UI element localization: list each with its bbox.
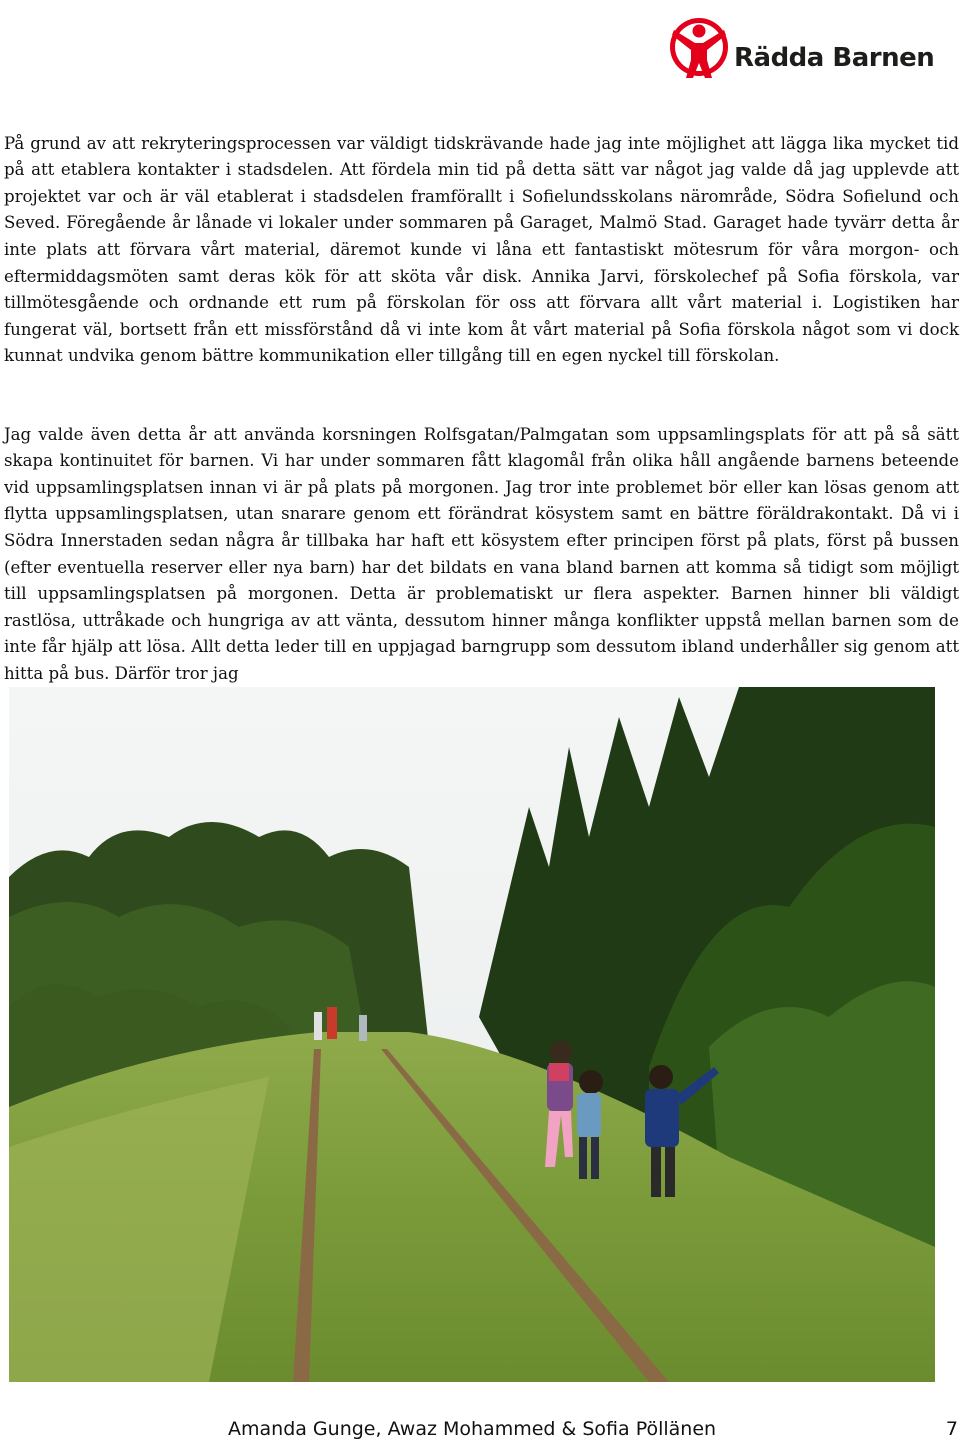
- child-figure-logo-icon: [668, 14, 730, 80]
- logo-wordmark: Rädda Barnen: [734, 43, 935, 73]
- photo-children-on-railway-track: [9, 687, 935, 1382]
- body-paragraph-1: På grund av att rekryteringsprocessen var väldigt tidskrävande hade jag inte möjlighet att lägga lika mycket tid på att etablera kontakter i stadsdelen. Att fördela min tid på detta sätt var något jag valde då jag upplevde att projektet var och är väl etablerat i stadsdelen framförallt i Sofielundsskolans närområde, Södra Sofielund och Seved. Föregående år lånade vi lokaler under sommaren på Garaget, Malmö Stad. Garaget hade tyvärr detta år inte plats att förvara vårt material, däremot kunde vi låna ett fantastiskt mötesrum för våra morgon- och eftermiddagsmöten samt deras kök för att sköta vår disk. Annika Jarvi, förskolechef på Sofia förskola, var tillmötesgående och ordnande ett rum på förskolan för oss att förvara allt vårt material i. Logistiken har fungerat väl, bortsett från ett missförstånd då vi inte kom åt vårt material på Sofia förskola något som vi dock kunnat undvika genom bättre kommunikation eller tillgång till en egen nyckel till förskolan.: [4, 133, 959, 366]
- footer-authors: Amanda Gunge, Awaz Mohammed & Sofia Pöllänen: [228, 1418, 717, 1440]
- body-paragraph-2: Jag valde även detta år att använda korsningen Rolfsgatan/Palmgatan som uppsamlingsplats för att på så sätt skapa kontinuitet för barnen. Vi har under sommaren fått klagomål från olika håll angående barnens beteende vid uppsamlingsplatsen innan vi är på plats på morgonen. Jag tror inte problemet bör eller kan lösas genom att flytta uppsamlingsplatsen, utan snarare genom ett förändrat kösystem samt en bättre föräldrakontakt. Då vi i Södra Innerstaden sedan några år tillbaka har haft ett kösystem efter principen först på plats, först på bussen (efter eventuella reserver eller nya barn) har det bildats en vana bland barnen att komma så tidigt som möjligt till uppsamlingsplatsen på morgonen. Detta är problematiskt ur flera aspekter. Barnen hinner bli väldigt rastlösa, uttråkade och hungriga av att vänta, dessutom hinner många konflikter uppstå mellan barnen som de inte får hjälp att lösa. Allt detta leder till en uppjagad barngrupp som dessutom ibland underhåller sig genom att hitta på bus. Därför tror jag: [4, 424, 959, 683]
- page-number: 7: [945, 1418, 958, 1440]
- redda-barnen-logo: [668, 14, 935, 84]
